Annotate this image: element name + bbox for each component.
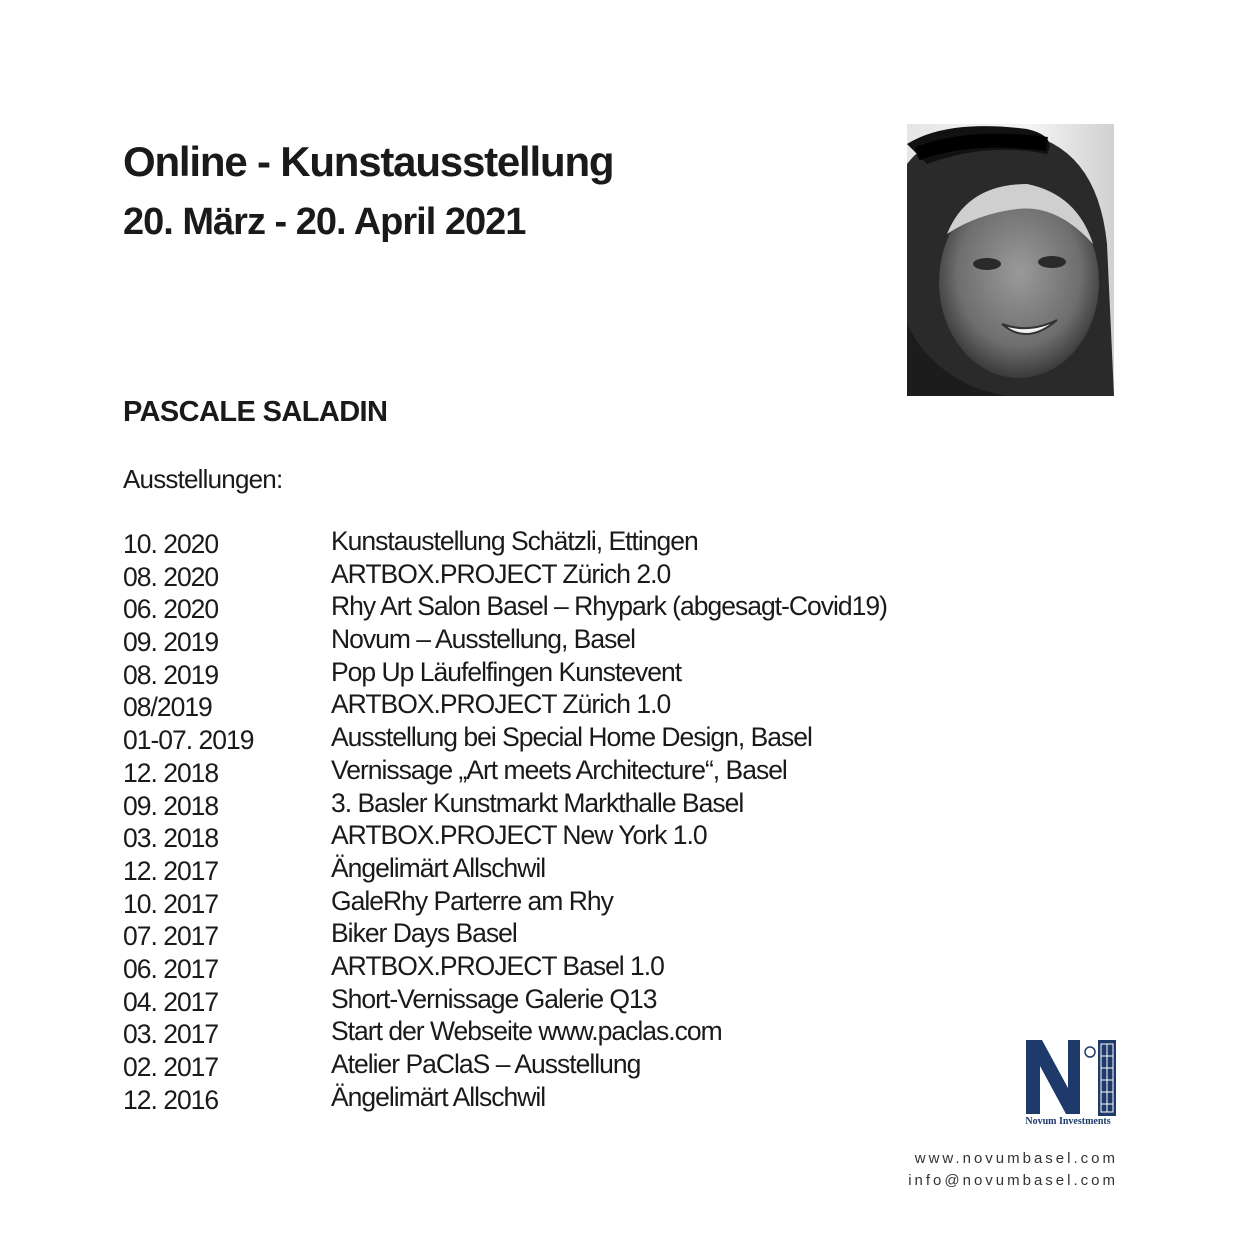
exhibition-event: Kunstaustellung Schätzli, Ettingen (331, 526, 698, 556)
novum-logo (1020, 1036, 1120, 1128)
exhibition-event: ARTBOX.PROJECT Zürich 2.0 (331, 558, 671, 589)
exhibition-date: 08. 2019 (123, 659, 219, 690)
exhibition-event: Novum – Ausstellung, Basel (331, 624, 635, 655)
exhibition-date: 06. 2017 (123, 953, 219, 984)
exhibition-date: 10. 2020 (123, 529, 219, 559)
exhibition-row (123, 1081, 923, 1114)
exhibition-event: ARTBOX.PROJECT Zürich 1.0 (331, 689, 671, 720)
exhibition-event: Ausstellung bei Special Home Design, Basel (331, 722, 812, 753)
exhibition-row (123, 852, 923, 885)
exhibition-date: 12. 2016 (123, 1084, 219, 1115)
exhibition-row (123, 983, 923, 1016)
exhibition-date: 03. 2017 (123, 1019, 219, 1050)
exhibition-row (123, 656, 923, 689)
exhibition-row (123, 558, 923, 591)
exhibition-event: Ängelimärt Allschwil (331, 852, 546, 883)
exhibition-event: GaleRhy Parterre am Rhy (331, 885, 613, 916)
exhibition-row (123, 885, 923, 918)
exhibition-date: 02. 2017 (123, 1052, 219, 1082)
exhibitions-heading: Ausstellungen: (123, 464, 283, 494)
exhibition-date: 09. 2019 (123, 627, 219, 658)
exhibition-event: Atelier PaClaS – Ausstellung (331, 1049, 641, 1079)
exhibition-event: ARTBOX.PROJECT Basel 1.0 (331, 950, 664, 981)
exhibition-row (123, 623, 923, 656)
artist-name: PASCALE SALADIN (123, 396, 388, 428)
exhibition-event: Vernissage „Art meets Architecture“, Basel (331, 754, 787, 785)
email-link[interactable]: info@novumbasel.com (908, 1172, 1118, 1189)
page-title: Online - Kunstausstellung (123, 138, 614, 185)
exhibition-date: 08. 2020 (123, 561, 219, 592)
exhibition-date: 12. 2017 (123, 855, 219, 886)
exhibition-event: Short-Vernissage Galerie Q13 (331, 983, 657, 1014)
exhibition-event: Rhy Art Salon Basel – Rhypark (abgesagt-Covid19) (331, 591, 887, 622)
exhibition-date: 03. 2018 (123, 823, 219, 854)
exhibition-event: ARTBOX.PROJECT New York 1.0 (331, 820, 707, 851)
exhibition-list (123, 525, 923, 1113)
exhibition-row (123, 819, 923, 852)
exhibition-row (123, 950, 923, 983)
exhibition-row (123, 1048, 923, 1081)
exhibition-date: 01-07. 2019 (123, 725, 254, 756)
exhibition-date: 04. 2017 (123, 986, 219, 1017)
exhibition-event: Start der Webseite www.paclas.com (331, 1016, 722, 1047)
exhibition-row (123, 721, 923, 754)
exhibition-date: 06. 2020 (123, 594, 219, 625)
exhibition-date: 09. 2018 (123, 790, 219, 821)
exhibition-event: Pop Up Läufelfingen Kunstevent (331, 656, 682, 687)
website-link[interactable]: www.novumbasel.com (914, 1150, 1118, 1167)
exhibition-row (123, 688, 923, 721)
exhibition-row (123, 1015, 923, 1048)
exhibition-row (123, 590, 923, 623)
exhibition-date: 10. 2017 (123, 888, 219, 919)
exhibition-date: 12. 2018 (123, 757, 219, 788)
exhibition-event: 3. Basler Kunstmarkt Markthalle Basel (331, 787, 744, 818)
artist-portrait (907, 124, 1114, 396)
exhibition-row (123, 787, 923, 820)
exhibition-row (123, 917, 923, 950)
exhibition-date: 08/2019 (123, 692, 212, 723)
exhibition-event: Ängelimärt Allschwil (331, 1081, 546, 1112)
exhibition-date: 07. 2017 (123, 921, 219, 952)
logo-caption: Novum Investments (1025, 1116, 1111, 1127)
exhibition-row (123, 754, 923, 787)
exhibition-row (123, 525, 923, 558)
exhibition-dates: 20. März - 20. April 2021 (123, 201, 526, 243)
exhibition-event: Biker Days Basel (331, 918, 517, 949)
